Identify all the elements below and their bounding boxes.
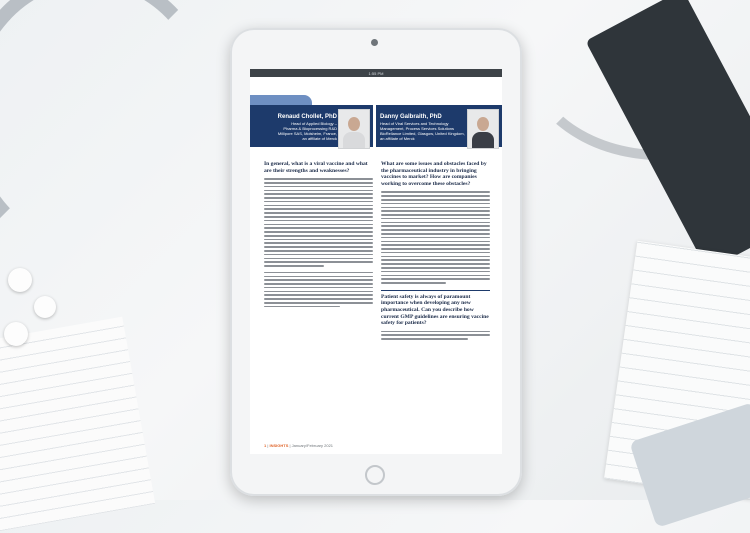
- expert-2-photo: [467, 109, 499, 149]
- issue-date: January/February 2021: [291, 443, 334, 448]
- paper-sheet-left: [0, 317, 155, 533]
- expert-2-role: Head of Viral Services and Technology: [380, 121, 449, 126]
- tablet-screen[interactable]: [250, 69, 502, 454]
- tablet-device: [230, 28, 522, 496]
- camera-icon: [371, 39, 378, 46]
- home-button[interactable]: [365, 465, 385, 485]
- status-time: 1:55 PM: [368, 70, 384, 76]
- question-heading: Patient safety is always of paramount importance when developing any new pharmaceutical. Can you describe how current GMP guidelines are ensuring vaccine safety for patients?: [381, 290, 490, 327]
- status-bar: [250, 69, 502, 77]
- expert-bios: [250, 103, 502, 149]
- expert-1-role2: Pharma & Bioprocessing R&D: [283, 126, 337, 131]
- expert-1-org2: an affiliate of Merck: [302, 136, 337, 141]
- article-body: [264, 161, 490, 417]
- pill-icon: [34, 296, 56, 318]
- section-tab: [250, 95, 312, 105]
- question-heading: What are some issues and obstacles faced by the pharmaceutical industry in bringing vaccines to market? How are companies working to overcome these obstacles?: [381, 161, 487, 187]
- article-column-left: [264, 161, 373, 417]
- pill-icon: [8, 268, 32, 292]
- paragraph-text: [264, 178, 373, 267]
- paragraph-text: [381, 191, 490, 283]
- expert-2-org: BioReliance Limited, Glasgow, United Kingdom,: [380, 131, 465, 136]
- expert-card-1: [250, 105, 373, 147]
- page-footer: 1 | INSIGHTS | January/February 2021: [264, 443, 334, 448]
- expert-card-2: [376, 105, 502, 147]
- stethoscope-left-icon: [0, 0, 218, 258]
- question-heading: In general, what is a viral vaccine and what are their strengths and weaknesses?: [264, 161, 368, 174]
- expert-2-name: Danny Galbraith, PhD: [380, 114, 442, 120]
- expert-1-role: Head of Applied Biology –: [291, 121, 337, 126]
- page-number: 1: [264, 443, 267, 448]
- pill-icon: [4, 322, 28, 346]
- article-column-right: [381, 161, 490, 417]
- section-name: INSIGHTS: [269, 443, 289, 448]
- expert-1-name: Renaud Chollet, PhD: [277, 114, 337, 120]
- expert-1-org: Millipore SAS, Molsheim, France,: [277, 131, 337, 136]
- paragraph-text: [381, 331, 490, 340]
- expert-2-role2: Management, Process Services Solutions: [380, 126, 455, 131]
- expert-1-photo: [338, 109, 370, 149]
- paragraph-text: [264, 272, 373, 308]
- expert-2-org2: an affiliate of Merck: [380, 136, 415, 141]
